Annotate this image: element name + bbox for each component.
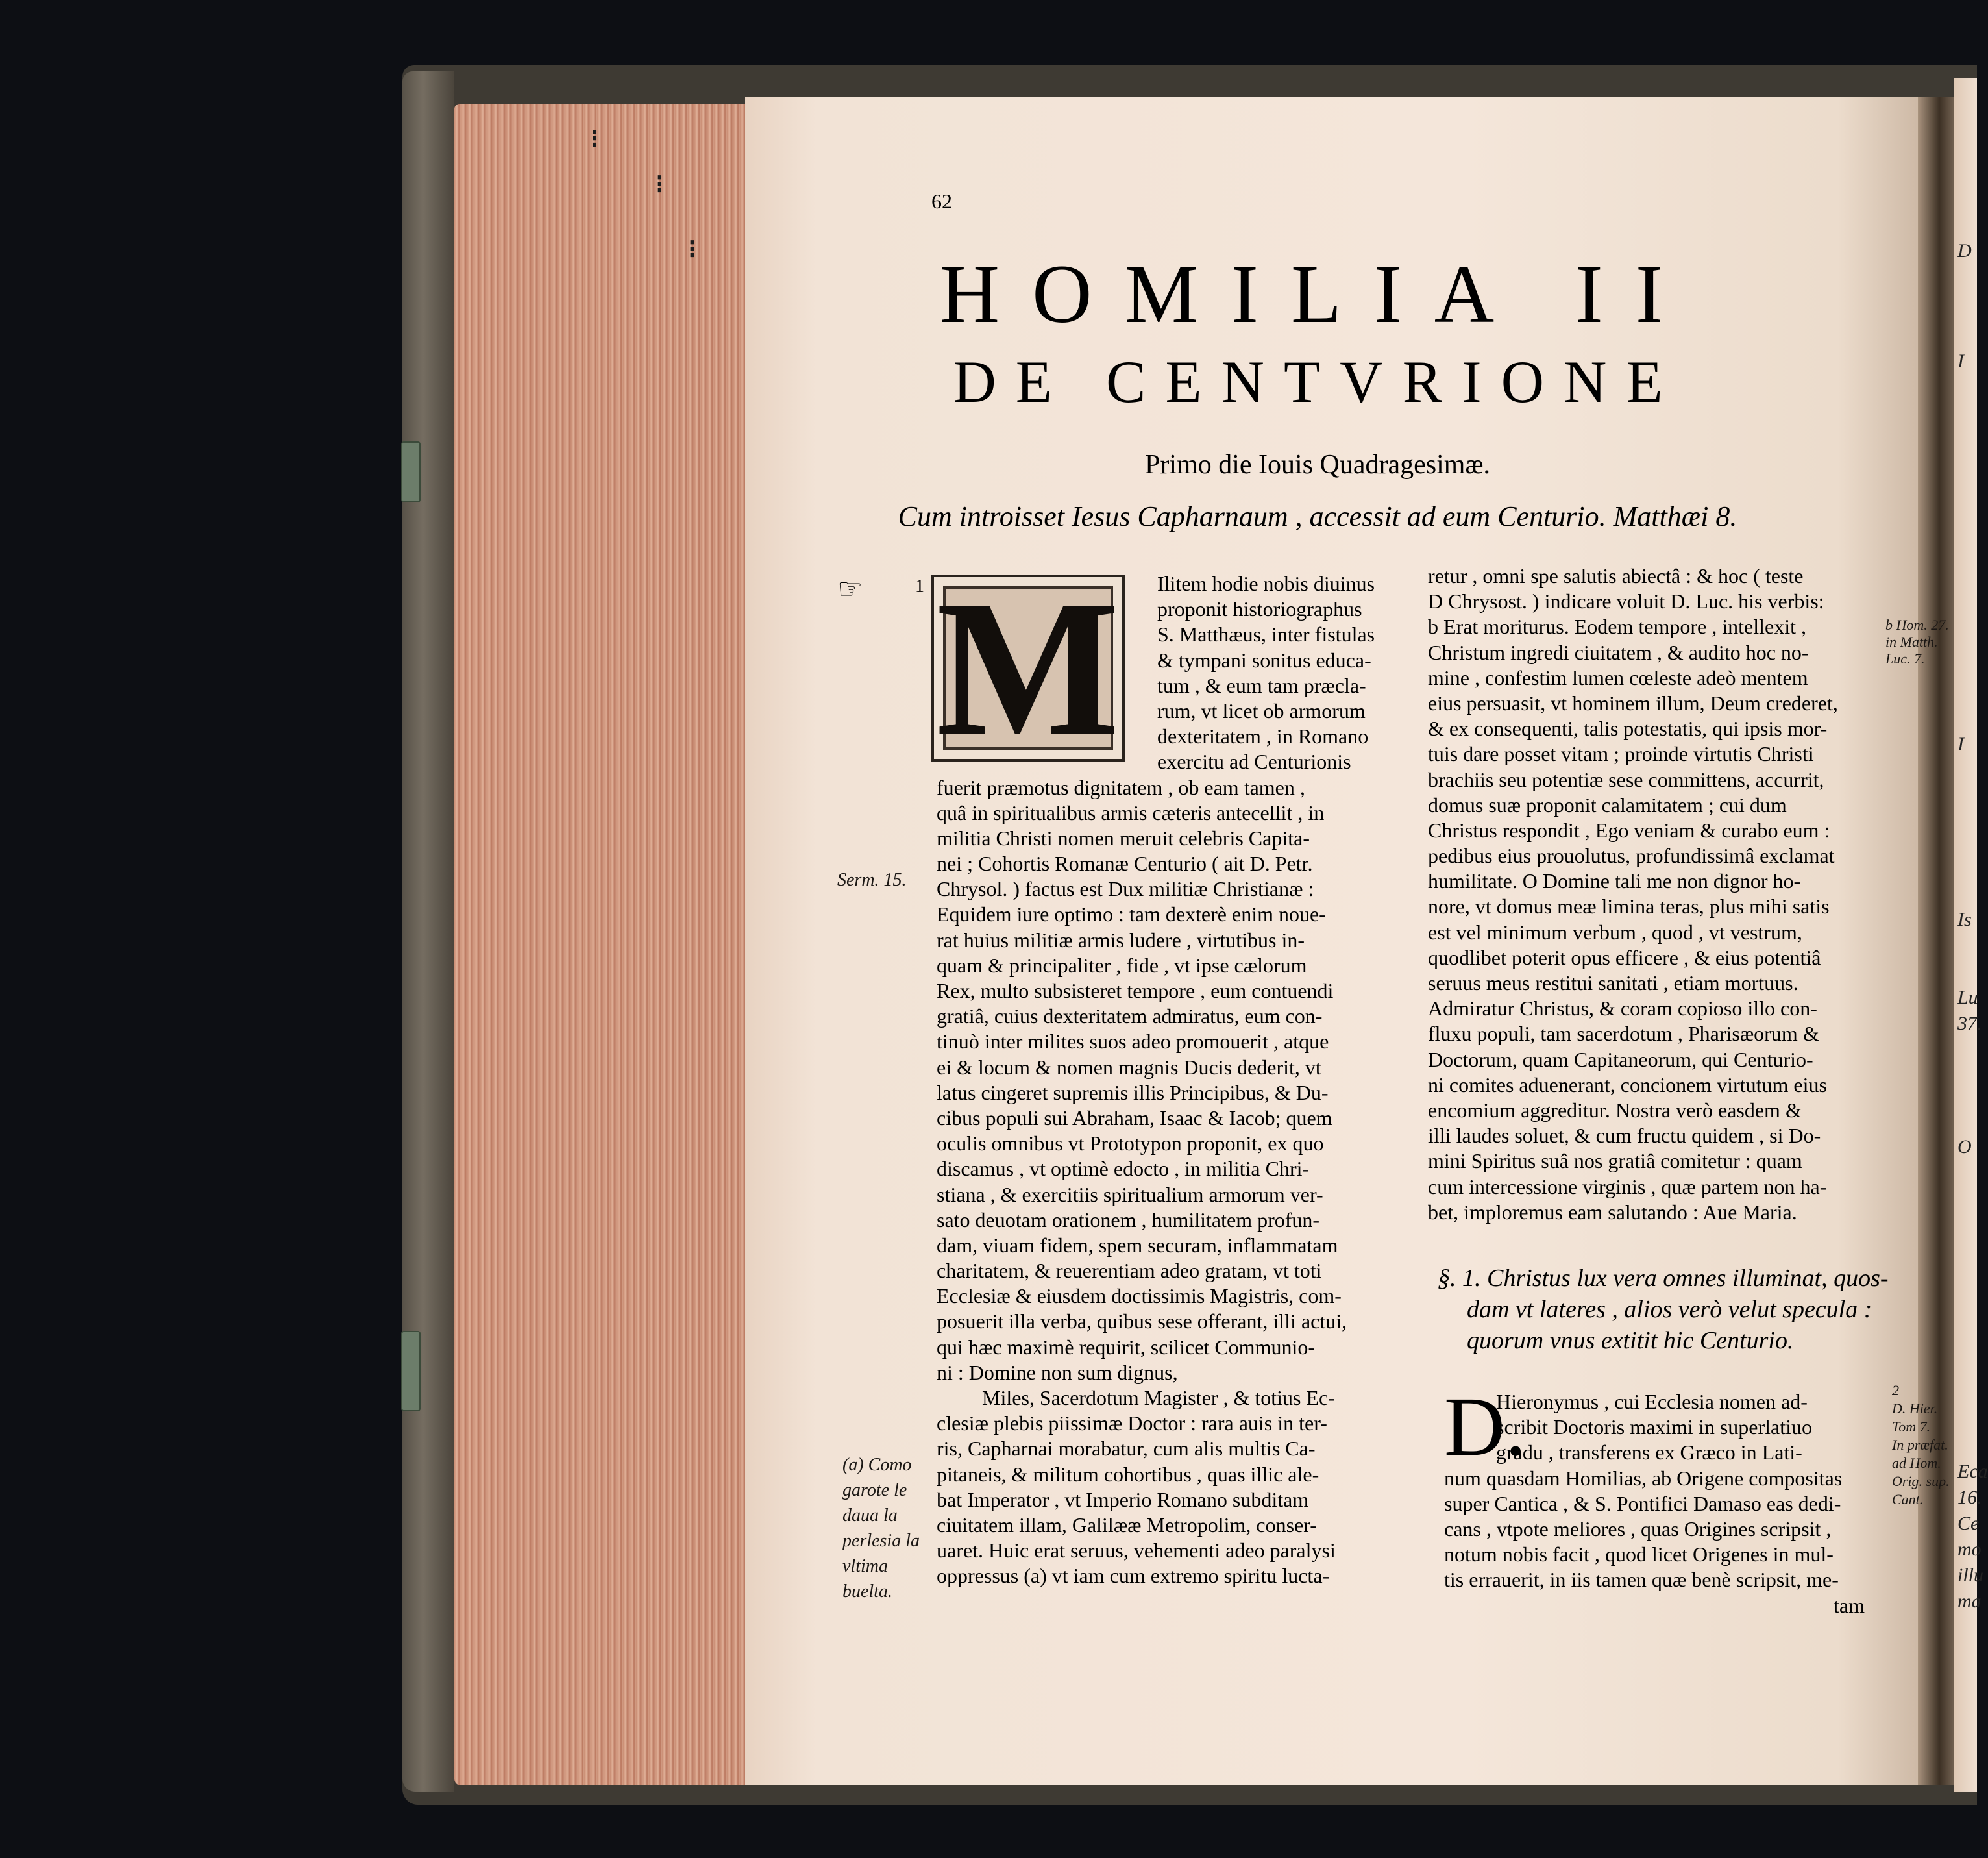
next-page-fragment: 16. <box>1957 1487 1982 1508</box>
section-heading-line: quorum vnus extitit hic Centurio. <box>1467 1327 1794 1354</box>
text-line: oculis omnibus vt Prototypon proponit, ex quo <box>937 1132 1324 1156</box>
next-page-fragment: Is <box>1957 909 1972 930</box>
text-column-right-lower <box>1444 1389 1898 1618</box>
text-line: dam, viuam fidem, spem securam, inflammatam <box>937 1233 1338 1257</box>
text-line: cum intercessione virginis , quæ partem non ha- <box>1428 1174 1827 1198</box>
text-line: ni comites aduenerant, concionem virtutum eius <box>1428 1072 1827 1096</box>
text-line: quam & principaliter , fide , vt ipse cælorum <box>937 953 1307 977</box>
text-line: tam <box>1834 1593 1865 1617</box>
margin-note-line: daua la <box>842 1505 898 1526</box>
text-line: Ilitem hodie nobis diuinus <box>1157 572 1375 595</box>
text-line: ei & locum & nomen magnis Ducis dederit, vt <box>937 1055 1321 1079</box>
text-line: gratiâ, cuius dexteritatem admiratus, eum con- <box>937 1004 1323 1028</box>
margin-note-line: ad Hom. <box>1892 1455 1941 1471</box>
text-line: nore, vt domus meæ limina teras, plus mihi satis <box>1428 895 1830 919</box>
text-line: Ecclesiæ & eiusdem doctissimis Magistris, com- <box>937 1284 1342 1308</box>
margin-note-a <box>842 1452 920 1604</box>
text-line: bet, imploremus eam salutando : Aue Maria. <box>1428 1200 1797 1224</box>
text-line: Hieronymus , cui Ecclesia nomen ad- <box>1496 1390 1808 1413</box>
text-line: posuerit illa verba, quibus sese offerant, illi actui, <box>937 1309 1347 1333</box>
text-line: & tympani sonitus educa- <box>1157 648 1371 672</box>
text-line: brachiis seu potentiæ sese committens, accurrit, <box>1428 767 1824 791</box>
margin-sermon-ref: Serm. 15. <box>837 870 907 890</box>
text-line: tum , & eum tam præcla- <box>1157 673 1366 697</box>
text-line: tis errauerit, in iis tamen quæ benè scripsit, me- <box>1444 1568 1839 1592</box>
text-line: sato deuotam orationem , humilitatem profun- <box>937 1208 1320 1232</box>
text-line: quâ in spiritualibus armis cæteris antecellit , in <box>937 800 1325 824</box>
section-heading-line: §. 1. Christus lux vera omnes illuminat, quos- <box>1438 1265 1889 1292</box>
initial-letter-d: D. <box>1444 1380 1527 1474</box>
margin-note-line: Orig. sup. <box>1892 1473 1950 1489</box>
text-line: ris, Capharnai morabatur, cum alis multis Ca- <box>937 1437 1316 1461</box>
text-line: mini Spiritus suâ nos gratiâ comitetur : quam <box>1428 1149 1802 1173</box>
text-line: stiana , & exercitiis spiritualium armorum ver- <box>937 1182 1323 1206</box>
margin-note-line: buelta. <box>842 1581 892 1602</box>
text-line: discamus , vt optimè edocto , in militia Chri- <box>937 1157 1310 1181</box>
text-line: fuerit præmotus dignitatem , ob eam tamen , <box>937 775 1305 799</box>
text-line: scribit Doctoris maximi in superlatiuo <box>1496 1415 1813 1439</box>
text-column-right <box>1428 564 1882 1225</box>
text-line: proponit historiographus <box>1157 597 1362 621</box>
text-line: rat huius militiæ armis ludere , virtutibus in- <box>937 928 1305 952</box>
page-gutter <box>1918 97 1957 1785</box>
text-line: ni : Domine non sum dignus, <box>937 1360 1178 1384</box>
text-line: quodlibet poterit opus efficere , & eius potentiâ <box>1428 945 1821 969</box>
text-line: illi laudes soluet, & cum fructu quidem , si Do- <box>1428 1124 1821 1148</box>
margin-note-line: (a) Como <box>842 1455 912 1475</box>
text-column-left <box>937 571 1417 1589</box>
margin-note-line: Tom 7. <box>1892 1418 1931 1435</box>
text-line: bat Imperator , vt Imperio Romano subditam <box>937 1487 1309 1511</box>
text-line: cibus populi sui Abraham, Isaac & Iacob; quem <box>937 1106 1332 1130</box>
margin-note-line: in Matth. <box>1885 634 1938 650</box>
text-line: seruus meus restitui sanitati , etiam mortuus. <box>1428 971 1798 995</box>
next-page-fragment: ma <box>1957 1591 1982 1612</box>
next-page-fragment: I <box>1957 351 1964 372</box>
text-line: latus cingeret supremis illis Principibus, & Du- <box>937 1080 1329 1104</box>
text-line: domus suæ proponit calamitatem ; cui dum <box>1428 793 1787 817</box>
text-line: & ex consequenti, talis potestatis, qui ipsis mor- <box>1428 717 1828 741</box>
text-line: charitatem, & reuerentiam adeo gratam, vt toti <box>937 1259 1322 1283</box>
ink-mark: ⁝ <box>591 124 599 153</box>
margin-note-c <box>1892 1381 1950 1509</box>
text-line: rum, vt licet ob armorum <box>1157 699 1366 723</box>
pointing-hand-icon: ☞ <box>837 573 863 605</box>
margin-note-line: Cant. <box>1892 1491 1924 1507</box>
margin-number: 1 <box>915 576 924 597</box>
text-line: exercitu ad Centurionis <box>1157 750 1351 774</box>
text-line: super Cantica , & S. Pontifici Damaso eas dedi- <box>1444 1491 1841 1515</box>
text-line: qui hæc maximè requirit, scilicet Communio- <box>937 1335 1315 1359</box>
text-line: fluxu populi, tam sacerdotum , Pharisæorum & <box>1428 1022 1819 1046</box>
text-line: nei ; Cohortis Romanæ Centurio ( ait D. Petr. <box>937 852 1313 876</box>
text-line: eius persuasit, vt hominem illum, Deum crederet, <box>1428 691 1838 715</box>
next-page-strip <box>1954 78 1988 1792</box>
ink-mark: ⁝ <box>656 169 664 199</box>
book-spine-edge <box>402 71 454 1792</box>
text-line: Doctorum, quam Capitaneorum, qui Centurio- <box>1428 1047 1813 1071</box>
text-line: gradu , transferens ex Græco in Lati- <box>1496 1441 1802 1465</box>
section-heading-line: dam vt lateres , alios verò velut specula : <box>1467 1296 1872 1323</box>
margin-note-line: Luc. 7. <box>1885 650 1925 667</box>
next-page-fragment: illu <box>1957 1565 1984 1586</box>
text-line: retur , omni spe salutis abiectâ : & hoc ( teste <box>1428 564 1804 588</box>
text-line: clesiæ plebis piissimæ Doctor : rara auis in ter- <box>937 1411 1327 1435</box>
text-line: Miles, Sacerdotum Magister , & totius Ec- <box>982 1386 1335 1409</box>
margin-note-line: In præfat. <box>1892 1437 1948 1453</box>
text-line: ciuitatem illam, Galilææ Metropolim, conser- <box>937 1513 1317 1537</box>
text-line: Chrysol. ) factus est Dux militiæ Christianæ : <box>937 877 1314 901</box>
text-line: tuis dare posset vitam ; proinde virtutis Christi <box>1428 742 1814 766</box>
text-line: est vel minimum verbum , quod , vt vestrum, <box>1428 920 1802 944</box>
text-line: uaret. Huic erat seruus, vehementi adeo paralysi <box>937 1539 1336 1563</box>
text-line: oppressus (a) vt iam cum extremo spiritu lucta- <box>937 1564 1330 1588</box>
text-line: Rex, multo subsisteret tempore , eum contuendi <box>937 979 1334 1002</box>
text-line: mine , confestim lumen cœleste adeò mentem <box>1428 665 1808 689</box>
text-line: pitaneis, & militum cohortibus , quas illic ale- <box>937 1462 1319 1486</box>
next-page-fragment: 37. <box>1957 1013 1982 1034</box>
decorated-initial: M <box>931 575 1125 762</box>
text-line: humilitate. O Domine tali me non dignor ho- <box>1428 869 1801 893</box>
page-block-edges <box>454 104 745 1785</box>
next-page-fragment: Lu <box>1957 987 1978 1008</box>
text-line: militia Christi nomen meruit celebris Capita- <box>937 826 1310 850</box>
text-line: Christum ingredi ciuitatem , & audito hoc no- <box>1428 640 1809 664</box>
page-number: 62 <box>931 190 952 213</box>
margin-note-line: b Hom. 27. <box>1885 617 1949 633</box>
text-line: Equidem iure optimo : tam dexterè enim noue- <box>937 902 1326 926</box>
text-line: dexteritatem , in Romano <box>1157 725 1369 749</box>
section-heading <box>1438 1263 1889 1356</box>
text-line: Christus respondit , Ego veniam & curabo eum : <box>1428 818 1830 842</box>
ink-mark: ⁝ <box>688 234 696 264</box>
next-page-fragment: I <box>1957 734 1964 755</box>
text-line: notum nobis facit , quod licet Origenes in mul- <box>1444 1542 1834 1567</box>
margin-note-b <box>1885 617 1949 667</box>
text-line: tinuò inter milites suos adeo promouerit , atque <box>937 1030 1329 1054</box>
margin-note-line: vltima <box>842 1556 888 1576</box>
margin-note-line: perlesia la <box>842 1531 920 1551</box>
metal-clasp-bottom <box>401 1331 421 1411</box>
next-page-fragment: Ce <box>1957 1513 1980 1534</box>
text-line: b Erat moriturus. Eodem tempore , intellexit , <box>1428 615 1806 639</box>
margin-note-line: garote le <box>842 1480 907 1500</box>
text-line: Admiratur Christus, & coram copioso illo con- <box>1428 997 1817 1021</box>
scripture-verse: Cum introisset Iesus Capharnaum , accessit ad eum Centurio. Matthæi 8. <box>898 501 1737 532</box>
liturgical-day: Primo die Iouis Quadragesimæ. <box>1145 450 1490 480</box>
text-line: D Chrysost. ) indicare voluit D. Luc. his verbis: <box>1428 589 1824 613</box>
next-page-fragment: Eca <box>1957 1461 1988 1482</box>
next-page-fragment: mo <box>1957 1539 1982 1560</box>
text-line: encomium aggreditur. Nostra verò easdem & <box>1428 1098 1802 1122</box>
homily-title: HOMILIA II <box>939 248 1696 340</box>
text-line: cans , vtpote meliores , quas Origines scripsit , <box>1444 1517 1832 1541</box>
text-line: pedibus eius prouolutus, profundissimâ exclamat <box>1428 844 1835 868</box>
next-page-fragment: D <box>1957 240 1972 262</box>
next-page-fragment: O <box>1957 1136 1972 1158</box>
homily-subtitle: DE CENTVRIONE <box>953 349 1682 415</box>
margin-note-line: D. Hier. <box>1892 1400 1938 1417</box>
metal-clasp-top <box>401 441 421 502</box>
text-line: num quasdam Homilias, ab Origene compositas <box>1444 1466 1843 1490</box>
text-line: S. Matthæus, inter fistulas <box>1157 623 1375 647</box>
margin-note-line: 2 <box>1892 1382 1899 1398</box>
